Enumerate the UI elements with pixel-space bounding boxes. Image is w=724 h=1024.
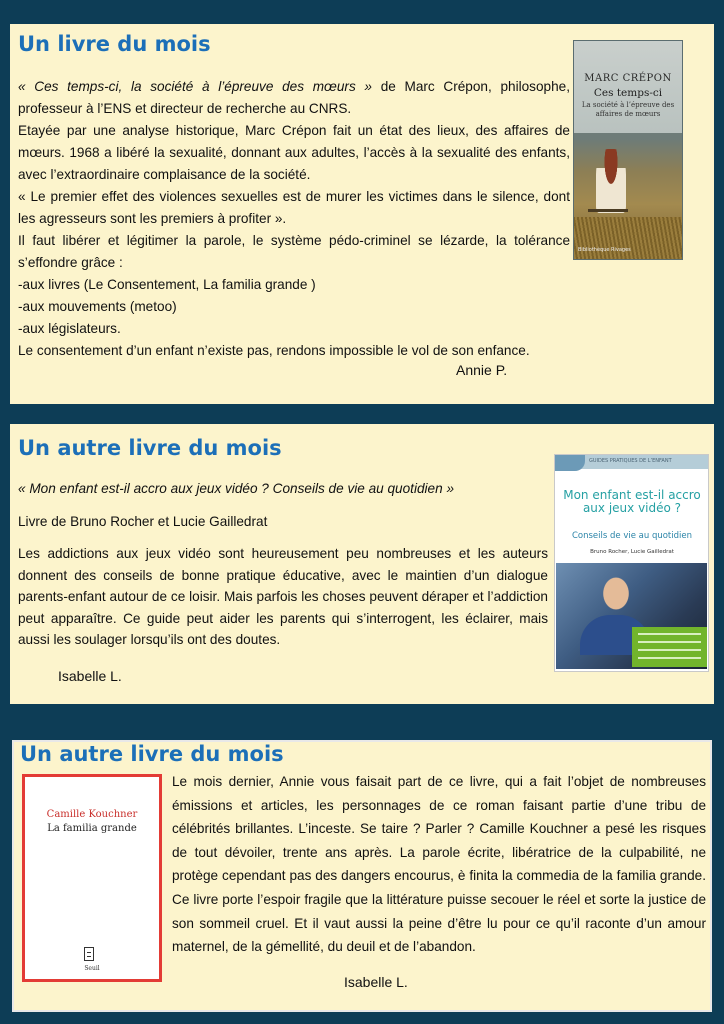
- signature: Annie P.: [456, 362, 508, 378]
- list-item: -aux livres (Le Consentement, La familia grande ): [18, 277, 316, 292]
- book-cover-jeux-video: [554, 454, 709, 672]
- book-review-3: [12, 740, 712, 1012]
- review-text: [18, 76, 570, 362]
- cover-subtitle: Conseils de vie au quotidien: [571, 531, 693, 541]
- cover-title: La familia grande: [47, 823, 137, 834]
- review-intro: [18, 76, 570, 120]
- review-body: Le mois dernier, Annie vous faisait part de ce livre, qui a fait l’objet de nombreuses émissions et articles, les personnages de ce roman faisant partie d’une tribu de célébrités brillantes. L’inceste. Se taire ? Parler ? Camille Kouchner a pesé les risques de tout dévoiler, trente ans après. La parole écrite, libératrice de la culpabilité, ne protège cependant pas des dangers encourus, è finita la commedia de la familia grande. Ce livre porte l’espoir fragile que la littérature puisse secouer le réel et sorte la justice de son sommeil cruel. Et il vaut aussi la peine d’être lu pour ce qu’il raconte d’un amour maternel, de la gémellité, du deuil et de l’abandon.: [172, 774, 706, 955]
- child-face: [594, 571, 638, 621]
- intro-text: de Marc Crépon, philosophe, professeur à l’ENS et directeur de recherche au CNRS.: [18, 79, 570, 116]
- book-title: « Ces temps-ci, la société à l’épreuve des mœurs »: [18, 79, 372, 94]
- book-review-1: [10, 24, 714, 404]
- review-text: [18, 478, 548, 651]
- cover-photo: [556, 563, 707, 669]
- cover-series: GUIDES PRATIQUES DE L’ENFANT: [589, 458, 672, 464]
- signature: Isabelle L.: [344, 974, 408, 990]
- cover-green-box: [632, 627, 707, 667]
- review-paragraph: Il faut libérer et légitimer la parole, le système pédo-criminel se lézarde, la tolérance s’effondre grâce :: [18, 233, 570, 270]
- cover-authors: Bruno Rocher, Lucie Gailledrat: [590, 549, 674, 555]
- book-review-2: [10, 424, 714, 704]
- cover-publisher: Seuil: [84, 965, 100, 972]
- section-title: Un autre livre du mois: [20, 742, 284, 766]
- book-authors: Livre de Bruno Rocher et Lucie Gailledrat: [18, 513, 268, 529]
- cover-title: Ces temps-ci: [593, 87, 663, 99]
- list-item: -aux mouvements (metoo): [18, 299, 177, 314]
- cover-subtitle: La société à l’épreuve des affaires de mœurs: [581, 101, 675, 118]
- section-title: Un autre livre du mois: [18, 436, 282, 460]
- review-text: [172, 770, 706, 959]
- cover-figure: [596, 149, 626, 213]
- cover-publisher: Bibliothèque Rivages: [578, 247, 631, 253]
- cover-author: Camille Kouchner: [46, 809, 138, 820]
- book-cover-familia-grande: [22, 774, 162, 982]
- section-title: Un livre du mois: [18, 32, 211, 56]
- book-title: « Mon enfant est-il accro aux jeux vidéo ? Conseils de vie au quotidien »: [18, 481, 455, 496]
- book-cover-ces-temps-ci: [573, 40, 683, 260]
- review-quote: « Le premier effet des violences sexuelles est de murer les victimes dans le silence, dont les agresseurs sont les premiers à profiter ».: [18, 189, 570, 226]
- cover-author: MARC CRÉPON: [584, 73, 672, 84]
- cover-chair: [588, 209, 628, 212]
- review-conclusion: Le consentement d’un enfant n’existe pas, rendons impossible le vol de son enfance.: [18, 343, 530, 358]
- list-item: -aux législateurs.: [18, 321, 121, 336]
- signature: Isabelle L.: [58, 668, 122, 684]
- cover-title: Mon enfant est-il accro aux jeux vidéo ?: [563, 488, 701, 515]
- review-paragraph: Etayée par une analyse historique, Marc Crépon fait un état des lieux, des affaires de mœurs. 1968 a libéré la sexualité, donnant aux adultes, l’accès à la sexualité des enfants, avec l’extraordinaire complaisance de la société.: [18, 123, 570, 182]
- publisher-mark-icon: [84, 947, 94, 961]
- review-body: Les addictions aux jeux vidéo sont heureusement peu nombreuses et les auteurs donnent des conseils de bonne pratique éducative, avec le maintien d’un dialogue parents-enfant autour de ce loisir. Mais parfois les choses peuvent déraper et l’addiction peut apparaître. Ce guide peut aider les parents qui s’interrogent, les éclairer, mais aussi les soulager lorsqu’ils ont des doutes.: [18, 546, 548, 647]
- publisher-logo: [555, 455, 585, 471]
